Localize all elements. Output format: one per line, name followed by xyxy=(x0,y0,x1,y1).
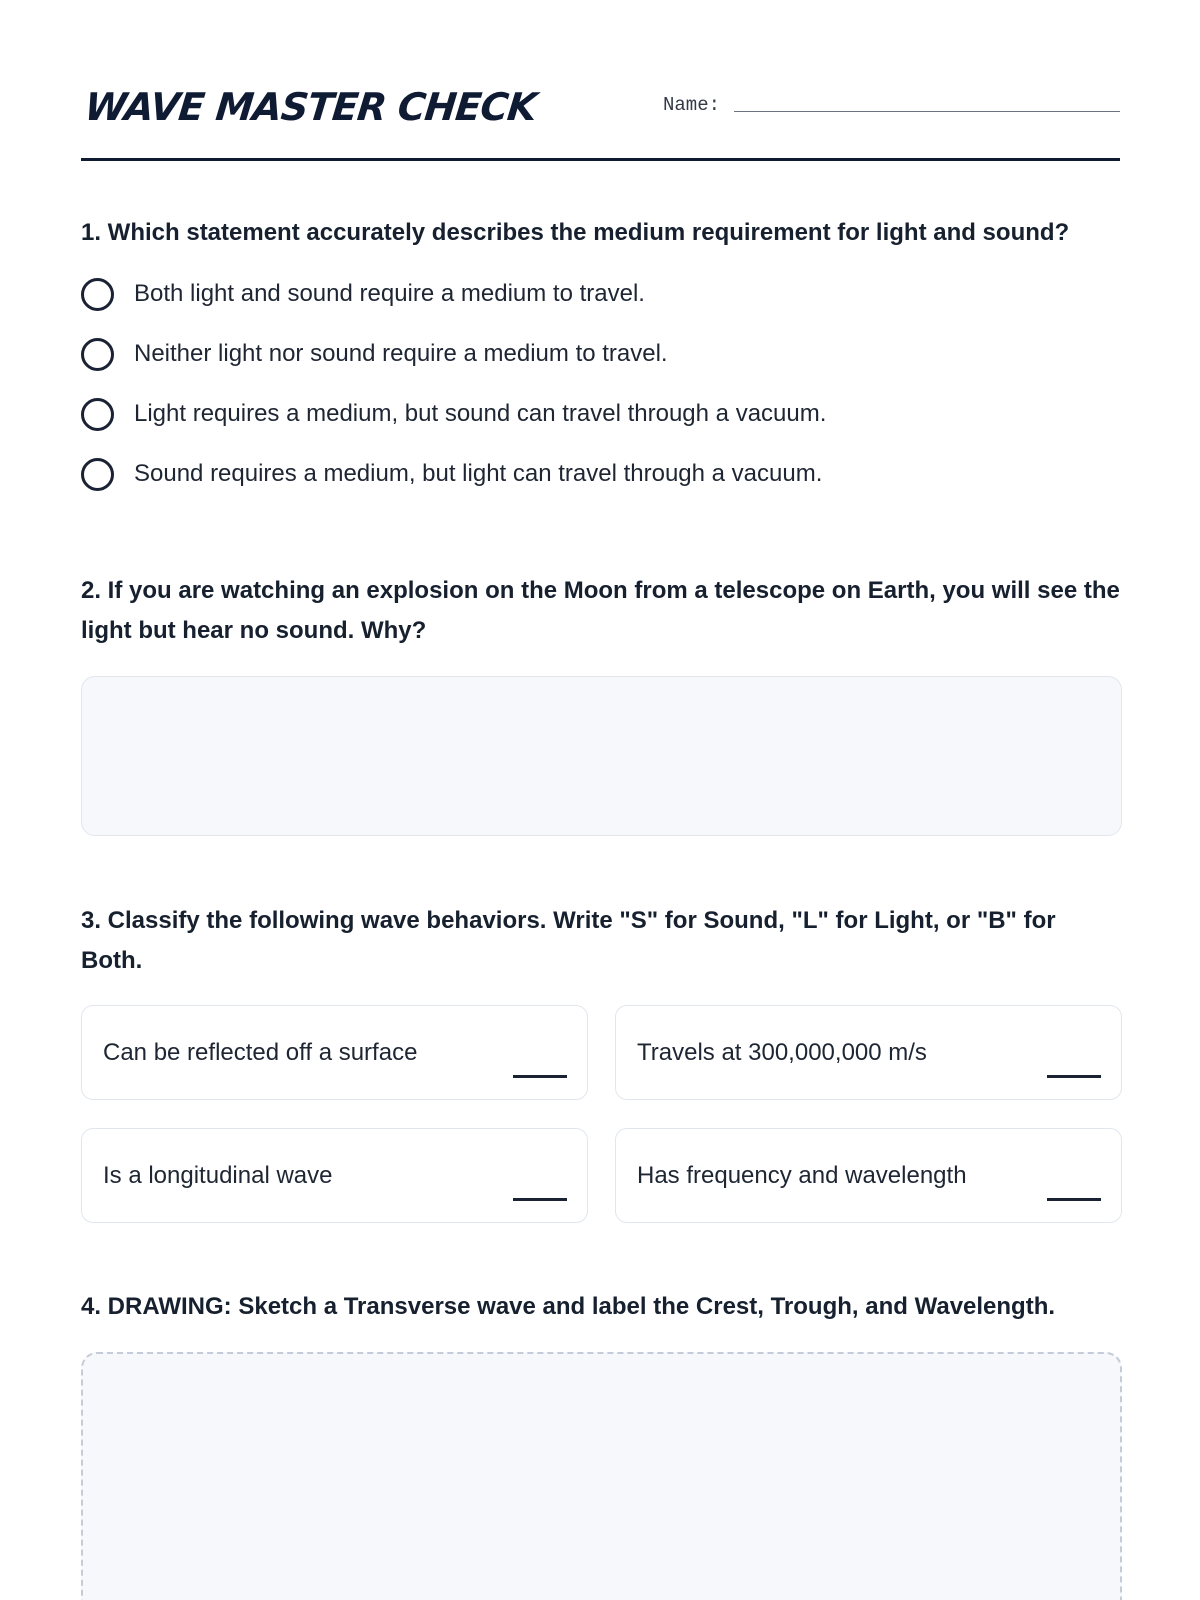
name-label: Name: xyxy=(663,94,721,116)
answer-blank[interactable] xyxy=(1047,1052,1101,1078)
behavior-label: Is a longitudinal wave xyxy=(103,1161,333,1189)
radio-button[interactable] xyxy=(81,458,114,491)
classify-card xyxy=(81,1128,588,1223)
behavior-label: Has frequency and wavelength xyxy=(637,1161,967,1189)
option-label: Sound requires a medium, but light can travel through a vacuum. xyxy=(134,460,823,487)
option-label: Neither light nor sound require a medium to travel. xyxy=(134,340,668,367)
answer-blank[interactable] xyxy=(513,1052,567,1078)
option-d[interactable] xyxy=(81,444,1120,504)
worksheet-header xyxy=(81,0,1120,128)
name-input-line[interactable] xyxy=(734,94,1120,112)
option-label: Both light and sound require a medium to travel. xyxy=(134,280,645,307)
question-4-text: 4. DRAWING: Sketch a Transverse wave and label the Crest, Trough, and Wavelength. xyxy=(81,1293,1056,1320)
radio-button[interactable] xyxy=(81,398,114,431)
classify-card xyxy=(615,1128,1122,1223)
question-1-options xyxy=(81,264,1120,504)
radio-button[interactable] xyxy=(81,278,114,311)
question-2-answer-box[interactable] xyxy=(81,676,1122,836)
worksheet-title: WAVE MASTER CHECK xyxy=(82,85,539,129)
name-field xyxy=(663,94,1120,126)
question-2-text: 2. If you are watching an explosion on the Moon from a telescope on Earth, you will see the light but hear no sound. Why? xyxy=(81,577,1120,644)
answer-blank[interactable] xyxy=(513,1175,567,1201)
classify-card xyxy=(615,1005,1122,1100)
drawing-area[interactable] xyxy=(81,1352,1122,1600)
answer-blank[interactable] xyxy=(1047,1175,1101,1201)
behavior-label: Travels at 300,000,000 m/s xyxy=(637,1038,927,1066)
question-3-text: 3. Classify the following wave behaviors. Write "S" for Sound, "L" for Light, or "B" for Both. xyxy=(81,907,1056,974)
option-a[interactable] xyxy=(81,264,1120,324)
option-label: Light requires a medium, but sound can travel through a vacuum. xyxy=(134,400,827,427)
behavior-label: Can be reflected off a surface xyxy=(103,1038,418,1066)
classify-card xyxy=(81,1005,588,1100)
classification-grid xyxy=(81,1005,1120,1223)
header-divider xyxy=(81,158,1120,161)
radio-button[interactable] xyxy=(81,338,114,371)
question-1-text: 1. Which statement accurately describes the medium requirement for light and sound? xyxy=(81,219,1070,246)
option-c[interactable] xyxy=(81,384,1120,444)
option-b[interactable] xyxy=(81,324,1120,384)
